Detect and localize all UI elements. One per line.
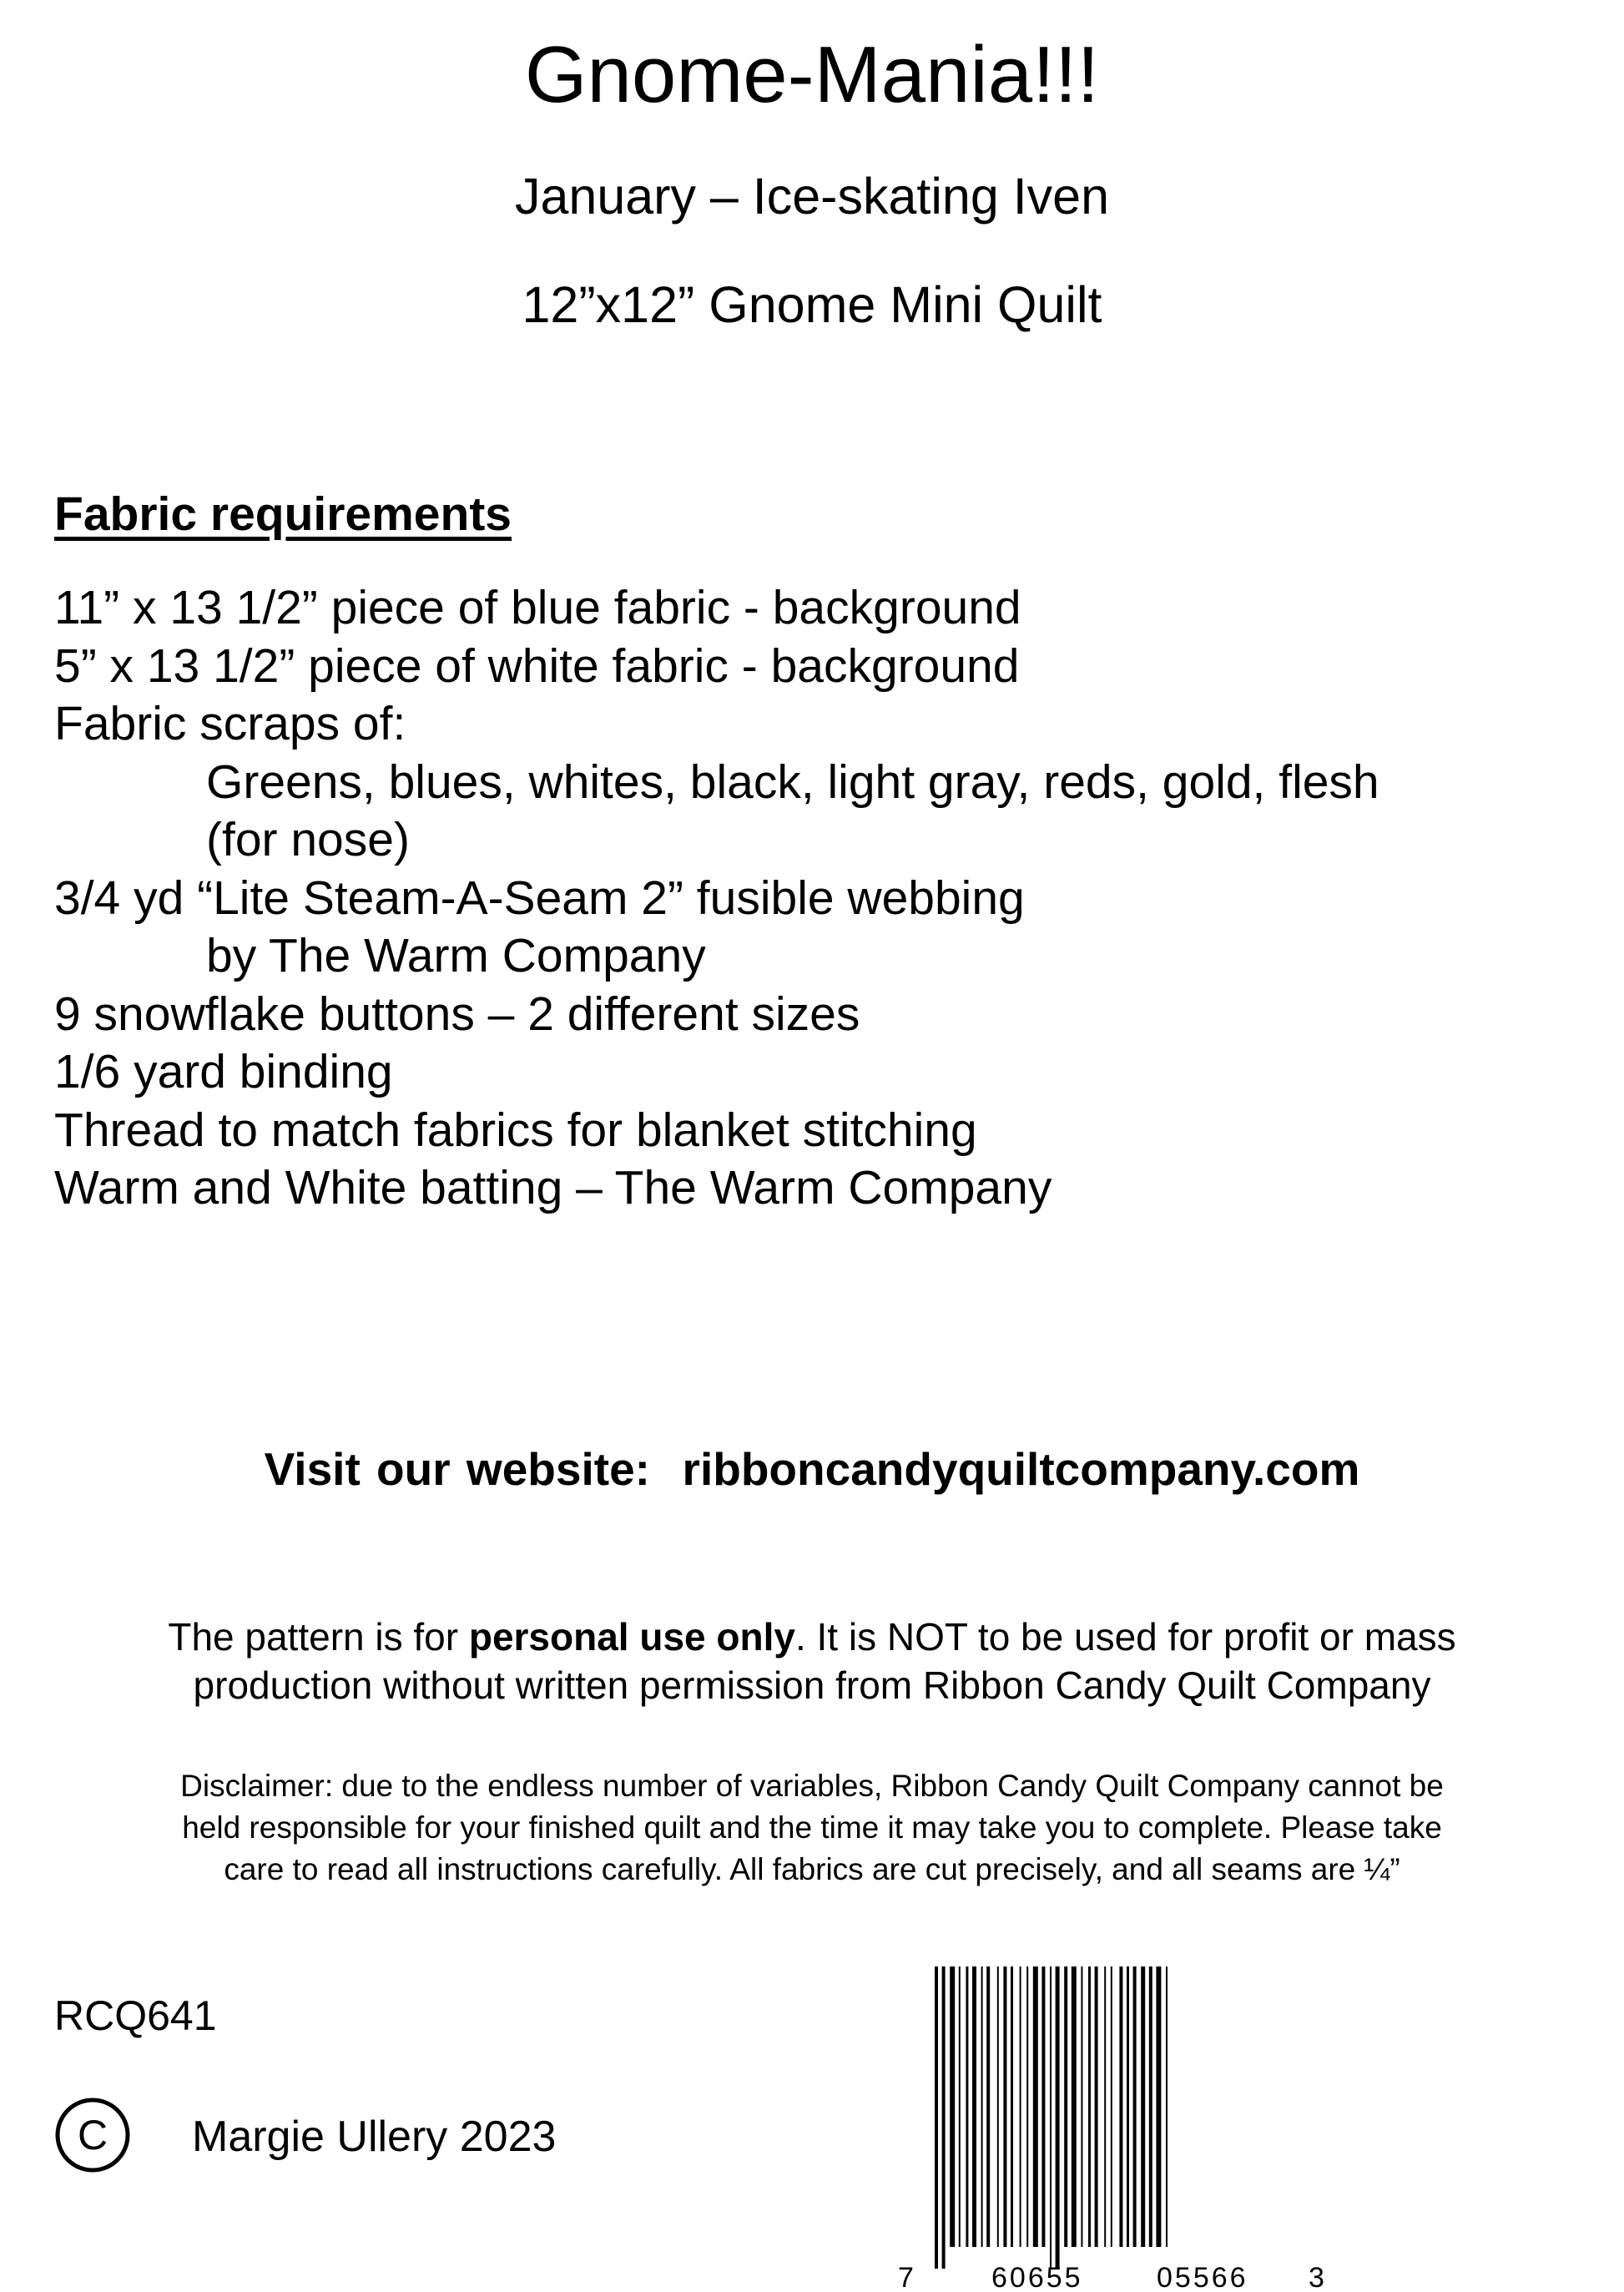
list-item: (for nose) [206,813,410,866]
barcode-bar [950,1966,955,2247]
barcode-bar [1149,1966,1152,2247]
barcode-bar [1033,1966,1038,2247]
copyright-symbol: C [77,2112,108,2158]
website-label: Visit our website: [264,1443,650,1495]
list-item: 1/6 yard binding [54,1045,393,1098]
barcode-bar [935,1966,938,2269]
usage-notice-line-1 [0,1613,1624,1661]
list-item: Greens, blues, whites, black, light gray, reds, gold, flesh [206,755,1379,809]
barcode-bar [1011,1966,1013,2247]
barcode-bar [966,1966,968,2247]
list-item: Warm and White batting – The Warm Company [54,1161,1052,1214]
barcode-bar [1026,1966,1028,2247]
website-link[interactable]: ribboncandyquiltcompany.com [682,1443,1360,1495]
barcode-bar [1095,1966,1098,2247]
barcode-bar [1133,1966,1137,2247]
barcode-bar [1111,1966,1112,2247]
product-code: RCQ641 [54,1992,217,2039]
list-item: 5” x 13 1/2” piece of white fabric - background [54,639,1020,693]
list-item: by The Warm Company [206,929,706,982]
barcode-bar [1050,1966,1052,2269]
barcode-digit-left: 7 [898,2262,914,2292]
page-title: Gnome-Mania!!! [524,30,1100,119]
barcode-bars [935,1966,1168,2269]
barcode-group-1: 60655 [991,2262,1083,2292]
barcode-bar [1072,1966,1077,2247]
notice-text: . It is NOT to be used for profit or mass [794,1615,1456,1658]
list-item: Fabric scraps of: [54,697,406,750]
disclaimer-line-3: care to read all instructions carefully. All fabrics are cut precisely, and all seams are ¼” [224,1852,1400,1886]
barcode-bar [1064,1966,1067,2247]
fabric-requirements-list [54,579,1379,1218]
barcode-bar [942,1966,946,2269]
barcode-bar [1127,1966,1129,2247]
disclaimer-line-2: held responsible for your finished quilt and the time it may take you to complete. Please take [182,1810,1442,1845]
barcode-bar [1056,1966,1060,2269]
barcode-bar [1166,1966,1168,2247]
barcode-bar [1041,1966,1045,2247]
fabric-requirements-heading: Fabric requirements [54,487,512,541]
list-item: 9 snowflake buttons – 2 different sizes [54,987,860,1041]
barcode-bar [997,1966,999,2247]
barcode-bar [1156,1966,1161,2247]
notice-emphasis: personal use only [468,1615,795,1658]
barcode-bar [986,1966,990,2247]
notice-text: The pattern is for [168,1615,469,1658]
barcode-bar [959,1966,961,2247]
barcode-bar [1119,1966,1122,2247]
usage-notice [0,1613,1624,1709]
barcode-bar [1104,1966,1106,2247]
barcode-digit-right: 3 [1309,2262,1324,2292]
disclaimer [0,1765,1624,1891]
copyright-icon [54,2097,131,2173]
barcode-bar [1088,1966,1091,2247]
pattern-subtitle: January – Ice-skating Iven [514,168,1110,225]
website-line [0,1440,1624,1498]
quilt-size: 12”x12” Gnome Mini Quilt [522,276,1102,333]
barcode-bar [972,1966,976,2247]
usage-notice-line-2: production without written permission from Ribbon Candy Quilt Company [193,1663,1431,1707]
list-item: 11” x 13 1/2” piece of blue fabric - background [54,581,1021,634]
barcode-group-2: 05566 [1157,2262,1248,2292]
barcode-bar [1141,1966,1145,2247]
list-item: Thread to match fabrics for blanket stitching [54,1103,977,1157]
barcode-bar [1081,1966,1082,2247]
list-item: 3/4 yd “Lite Steam-A-Seam 2” fusible webbing [54,871,1025,925]
barcode-bar [1020,1966,1021,2247]
barcode-bar [1003,1966,1006,2247]
disclaimer-line-1: Disclaimer: due to the endless number of variables, Ribbon Candy Quilt Company cannot be [180,1769,1444,1803]
barcode [891,1966,1342,2292]
barcode-bar [981,1966,983,2247]
author-copyright: Margie Ullery 2023 [192,2113,557,2161]
